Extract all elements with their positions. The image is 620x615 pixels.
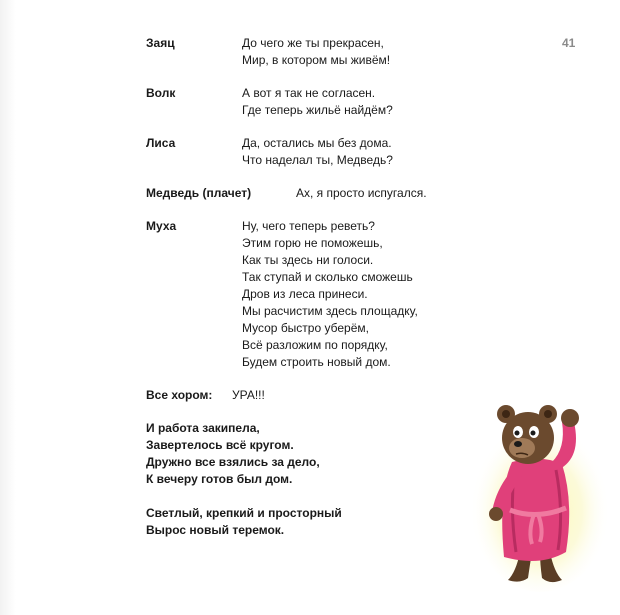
speaker-name: Заяц [146,36,175,50]
speech-lines [242,135,393,169]
speech-line: Дров из леса принеси. [242,287,368,301]
speech-line: Всё разложим по порядку, [242,338,388,352]
speaker-name: Лиса [146,136,176,150]
narration-line: Светлый, крепкий и просторный [146,506,342,520]
speech-line: А вот я так не согласен. [242,86,376,100]
speaker-name: Муха [146,219,177,233]
speech-lines [242,85,393,119]
speech-line: Где теперь жильё найдём? [242,103,393,117]
narration-stanza-1 [146,420,320,488]
narration-line: Дружно все взялись за дело, [146,455,320,469]
speech-line: УРА!!! [232,388,265,402]
speech-line: Мы расчистим здесь площадку, [242,304,418,318]
speech-lines [232,387,265,404]
speech-lines [296,185,427,202]
narration-line: И работа закипела, [146,421,260,435]
narration-line: Завертелось всё кругом. [146,438,294,452]
speech-line: Ну, чего теперь реветь? [242,219,375,233]
speech-line: Так ступай и сколько сможешь [242,270,413,284]
page-number: 41 [562,36,576,50]
speech-line: До чего же ты прекрасен, [242,36,384,50]
page-gutter [0,0,16,615]
speaker-name: Все хором: [146,388,213,402]
speech-line: Да, остались мы без дома. [242,136,392,150]
speech-line: Будем строить новый дом. [242,355,391,369]
speaker-name: Медведь (плачет) [146,186,252,200]
speech-line: Как ты здесь ни голоси. [242,253,374,267]
speech-line: Мир, в котором мы живём! [242,53,391,67]
bear-illustration [470,392,610,592]
speech-line: Что наделал ты, Медведь? [242,153,393,167]
narration-line: К вечеру готов был дом. [146,472,293,486]
speech-line: Ах, я просто испугался. [296,186,427,200]
speaker-name: Волк [146,86,176,100]
bear-in-robe-image [470,392,610,592]
speech-line: Этим горю не поможешь, [242,236,383,250]
narration-stanza-2 [146,505,342,539]
speech-lines [242,35,390,69]
narration-line: Вырос новый теремок. [146,523,285,537]
speech-line: Мусор быстро уберём, [242,321,369,335]
speech-lines [242,218,418,371]
